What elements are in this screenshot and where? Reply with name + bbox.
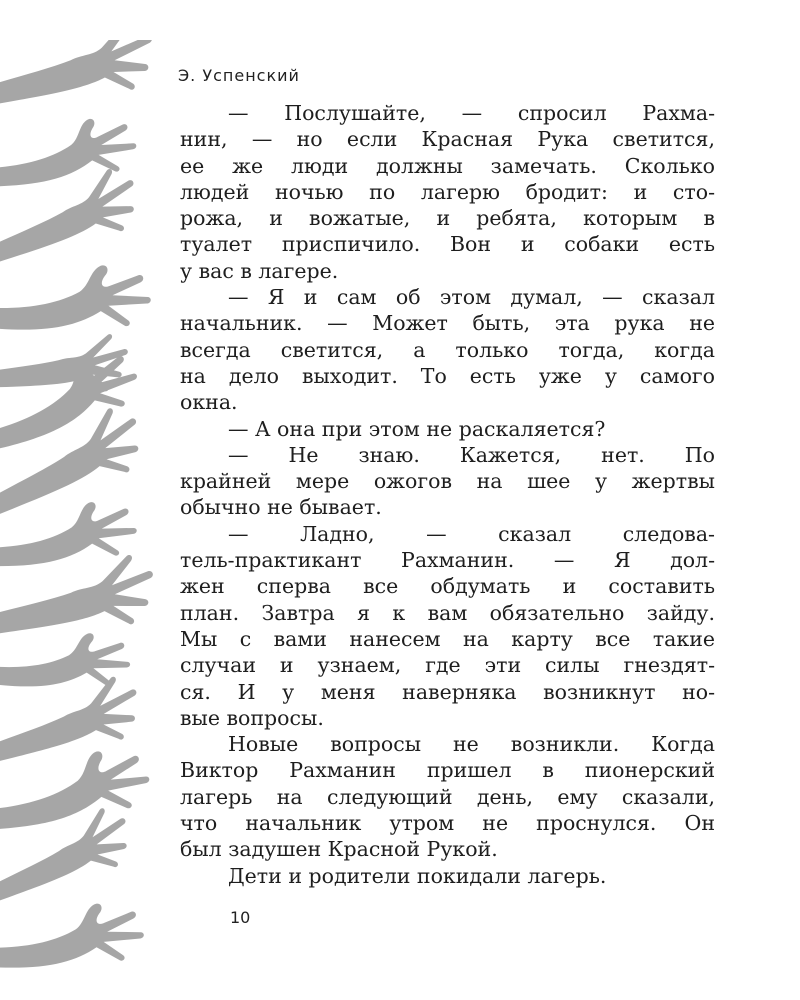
hands-group — [0, 40, 157, 989]
text-line: вые вопросы. — [180, 705, 324, 730]
text-line: был задушен Красной Рукой. — [180, 837, 498, 862]
text-line: Виктор Рахманин пришел в пионерский — [180, 758, 715, 783]
text-line: туалет приспичило. Вон и собаки есть — [180, 232, 715, 257]
text-line: рожа, и вожатые, и ребята, которым в — [180, 206, 715, 231]
reaching-hands-icon — [0, 40, 170, 1000]
body-text — [180, 100, 715, 889]
text-line: Дети и родители покидали лагерь. — [228, 863, 607, 888]
text-line: людей ночью по лагерю бродит: и сто- — [180, 179, 715, 204]
text-line: на дело выходит. То есть уже у самого — [180, 363, 715, 388]
running-head: Э. Успенский — [178, 66, 300, 85]
text-line: всегда светится, а только тогда, когда — [180, 337, 715, 362]
text-line: начальник. — Может быть, эта рука не — [180, 311, 715, 336]
text-line: ся. И у меня наверняка возникнут но- — [180, 679, 715, 704]
text-line: план. Завтра я к вам обязательно зайду. — [180, 600, 715, 625]
page-number: 10 — [230, 908, 251, 927]
text-line: ее же люди должны замечать. Сколько — [180, 153, 715, 178]
text-line: крайней мере ожогов на шее у жертвы — [180, 469, 715, 494]
text-line: — Не знаю. Кажется, нет. По — [228, 442, 715, 467]
text-line: — Ладно, — сказал следова- — [228, 521, 715, 546]
text-line: что начальник утром не проснулся. Он — [180, 811, 715, 836]
text-line: — А она при этом не раскаляется? — [228, 416, 606, 441]
text-line: обычно не бывает. — [180, 495, 382, 520]
text-line: тель-практикант Рахманин. — Я дол- — [180, 548, 715, 573]
text-line: — Послушайте, — спросил Рахма- — [228, 101, 715, 125]
text-line: случаи и узнаем, где эти силы гнездят- — [180, 653, 715, 678]
text-line: — Я и сам об этом думал, — сказал — [228, 285, 715, 310]
text-line: Новые вопросы не возникли. Когда — [228, 732, 715, 757]
text-line: лагерь на следующий день, ему сказали, — [180, 784, 715, 809]
text-line: нин, — но если Красная Рука светится, — [180, 127, 715, 152]
text-line: Мы с вами нанесем на карту все такие — [180, 626, 715, 651]
text-line: у вас в лагере. — [180, 258, 339, 283]
text-line: окна. — [180, 390, 238, 415]
text-line: жен сперва все обдумать и составить — [180, 574, 715, 599]
